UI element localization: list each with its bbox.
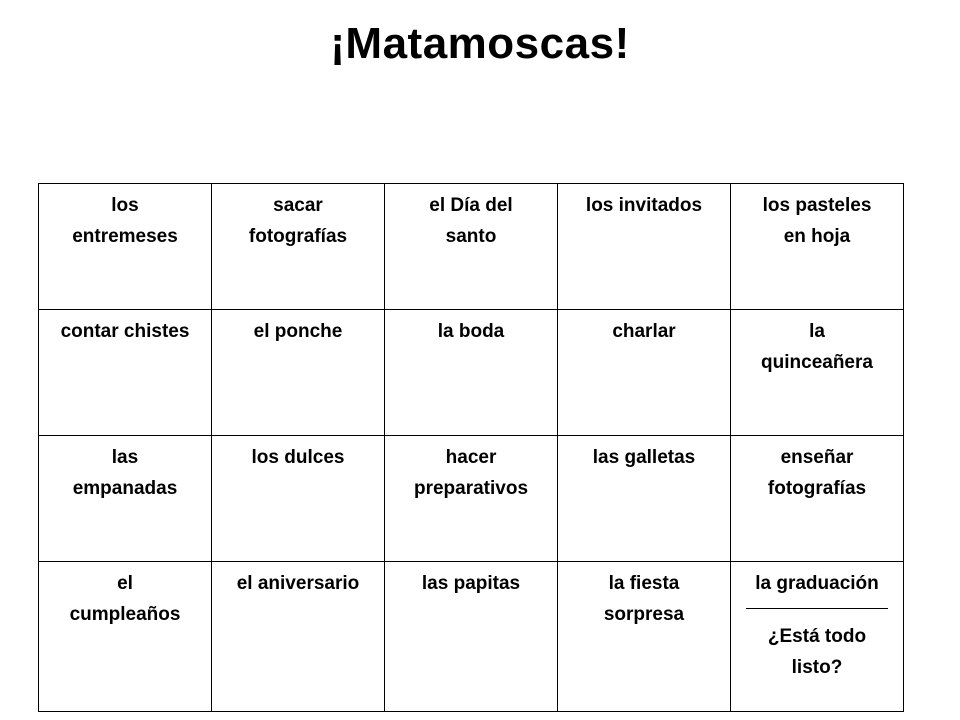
page-title: ¡Matamoscas! — [330, 19, 630, 68]
cell-text: el ponche — [253, 321, 343, 342]
grid-cell[interactable] — [212, 562, 385, 712]
grid-row — [39, 310, 904, 436]
divider-line — [746, 608, 888, 609]
cell-text: sacar — [273, 195, 323, 216]
cell-text: la graduación — [755, 573, 879, 594]
grid-row — [39, 562, 904, 712]
grid-cell[interactable] — [39, 436, 212, 562]
grid-cell[interactable] — [558, 184, 731, 310]
cell-text: cumpleaños — [69, 604, 181, 625]
grid-cell[interactable] — [385, 184, 558, 310]
cell-text: los pasteles — [762, 195, 872, 216]
cell-text: la fiesta — [608, 573, 680, 594]
cell-text: enseñar — [780, 447, 854, 468]
grid-cell[interactable] — [385, 562, 558, 712]
grid-cell[interactable] — [731, 436, 904, 562]
grid-cell[interactable] — [212, 436, 385, 562]
cell-text: la boda — [437, 321, 505, 342]
cell-text: la — [809, 321, 825, 342]
grid-row — [39, 436, 904, 562]
cell-text: fotografías — [767, 478, 867, 499]
grid-row — [39, 184, 904, 310]
cell-text: empanadas — [72, 478, 178, 499]
cell-text: el Día del — [429, 195, 513, 216]
cell-text: los invitados — [585, 195, 703, 216]
grid-cell[interactable] — [39, 562, 212, 712]
grid-cell[interactable] — [558, 436, 731, 562]
cell-text: fotografías — [248, 226, 348, 247]
cell-text: sorpresa — [603, 604, 685, 625]
cell-text: los dulces — [251, 447, 345, 468]
cell-text: contar chistes — [60, 321, 190, 342]
grid-cell[interactable] — [39, 310, 212, 436]
grid-cell[interactable] — [212, 310, 385, 436]
question-text: ¿Está todo — [767, 626, 867, 647]
grid-cell[interactable] — [731, 562, 904, 712]
vocab-grid — [38, 183, 904, 712]
cell-text: las — [111, 447, 139, 468]
cell-text: el aniversario — [236, 573, 360, 594]
grid-cell[interactable] — [385, 310, 558, 436]
cell-text: charlar — [612, 321, 676, 342]
cell-text: los — [111, 195, 139, 216]
cell-text: el — [117, 573, 133, 594]
cell-text: las galletas — [592, 447, 696, 468]
question-text: listo? — [791, 657, 843, 678]
cell-text: quinceañera — [761, 352, 873, 373]
grid-cell[interactable] — [385, 436, 558, 562]
cell-text: hacer — [445, 447, 497, 468]
cell-text: preparativos — [413, 478, 529, 499]
grid-cell[interactable] — [731, 310, 904, 436]
grid-cell[interactable] — [212, 184, 385, 310]
cell-text: santo — [445, 226, 497, 247]
cell-text: las papitas — [421, 573, 521, 594]
grid-cell[interactable] — [39, 184, 212, 310]
grid-cell[interactable] — [731, 184, 904, 310]
grid-cell[interactable] — [558, 310, 731, 436]
cell-text: entremeses — [72, 226, 178, 247]
cell-text: en hoja — [783, 226, 851, 247]
grid-cell[interactable] — [558, 562, 731, 712]
